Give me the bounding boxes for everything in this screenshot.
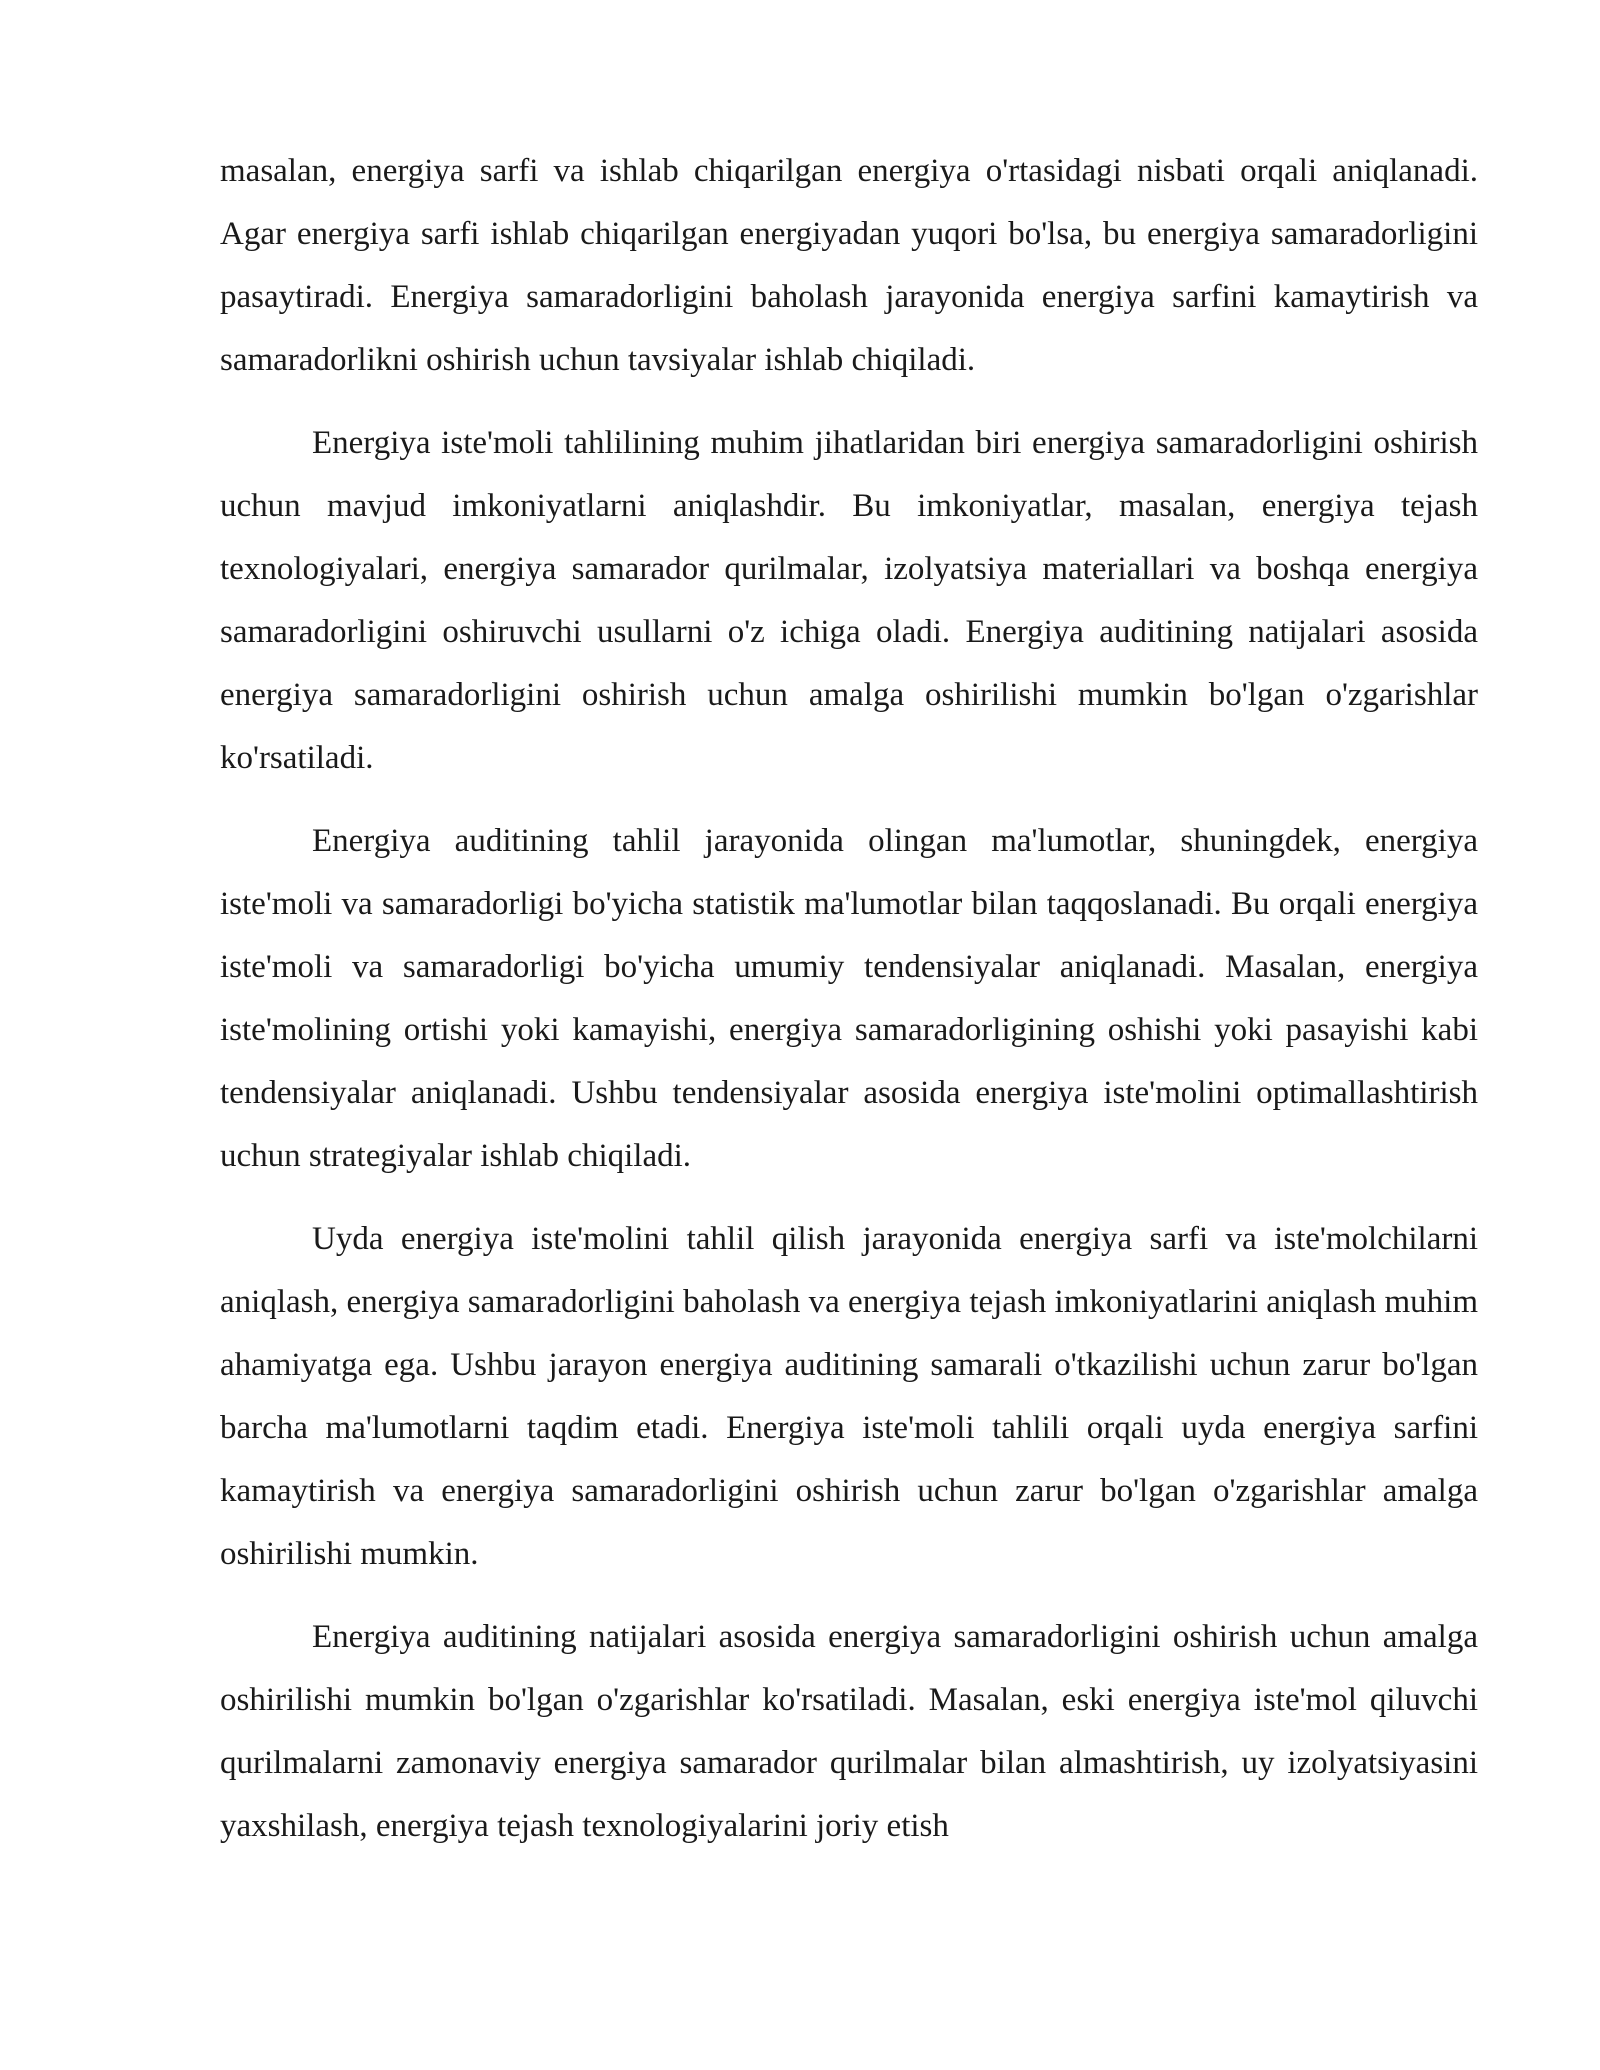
- paragraph-continued: masalan, energiya sarfi va ishlab chiqarilgan energiya o'rtasidagi nisbati orqali aniqlanadi. Agar energiya sarfi ishlab chiqarilgan energiyadan yuqori bo'lsa, bu energiya samaradorligini pasaytiradi. Energiya samaradorligini baholash jarayonida energiya sarfini kamaytirish va samaradorlikni oshirish uchun tavsiyalar ishlab chiqiladi.: [220, 153, 1478, 378]
- paragraph: Uyda energiya iste'molini tahlil qilish jarayonida energiya sarfi va iste'molchilarni aniqlash, energiya samaradorligini baholash va energiya tejash imkoniyatlarini aniqlash muhim ahamiyatga ega. Ushbu jarayon energiya auditining samarali o'tkazilishi uchun zarur bo'lgan barcha ma'lumotlarni taqdim etadi. Energiya iste'moli tahlili orqali uyda energiya sarfini kamaytirish va energiya samaradorligini oshirish uchun zarur bo'lgan o'zgarishlar amalga oshirilishi mumkin.: [220, 1221, 1478, 1572]
- paragraph: Energiya auditining natijalari asosida energiya samaradorligini oshirish uchun amalga oshirilishi mumkin bo'lgan o'zgarishlar ko'rsatiladi. Masalan, eski energiya iste'mol qiluvchi qurilmalarni zamonaviy energiya samarador qurilmalar bilan almashtirish, uy izolyatsiyasini yaxshilash, energiya tejash texnologiyalarini joriy etish: [220, 1619, 1478, 1844]
- document-body: [220, 140, 1478, 1878]
- paragraph: Energiya auditining tahlil jarayonida olingan ma'lumotlar, shuningdek, energiya iste'moli va samaradorligi bo'yicha statistik ma'lumotlar bilan taqqoslanadi. Bu orqali energiya iste'moli va samaradorligi bo'yicha umumiy tendensiyalar aniqlanadi. Masalan, energiya iste'molining ortishi yoki kamayishi, energiya samaradorligining oshishi yoki pasayishi kabi tendensiyalar aniqlanadi. Ushbu tendensiyalar asosida energiya iste'molini optimallashtirish uchun strategiyalar ishlab chiqiladi.: [220, 823, 1478, 1174]
- paragraph: Energiya iste'moli tahlilining muhim jihatlaridan biri energiya samaradorligini oshirish uchun mavjud imkoniyatlarni aniqlashdir. Bu imkoniyatlar, masalan, energiya tejash texnologiyalari, energiya samarador qurilmalar, izolyatsiya materiallari va boshqa energiya samaradorligini oshiruvchi usullarni o'z ichiga oladi. Energiya auditining natijalari asosida energiya samaradorligini oshirish uchun amalga oshirilishi mumkin bo'lgan o'zgarishlar ko'rsatiladi.: [220, 425, 1478, 776]
